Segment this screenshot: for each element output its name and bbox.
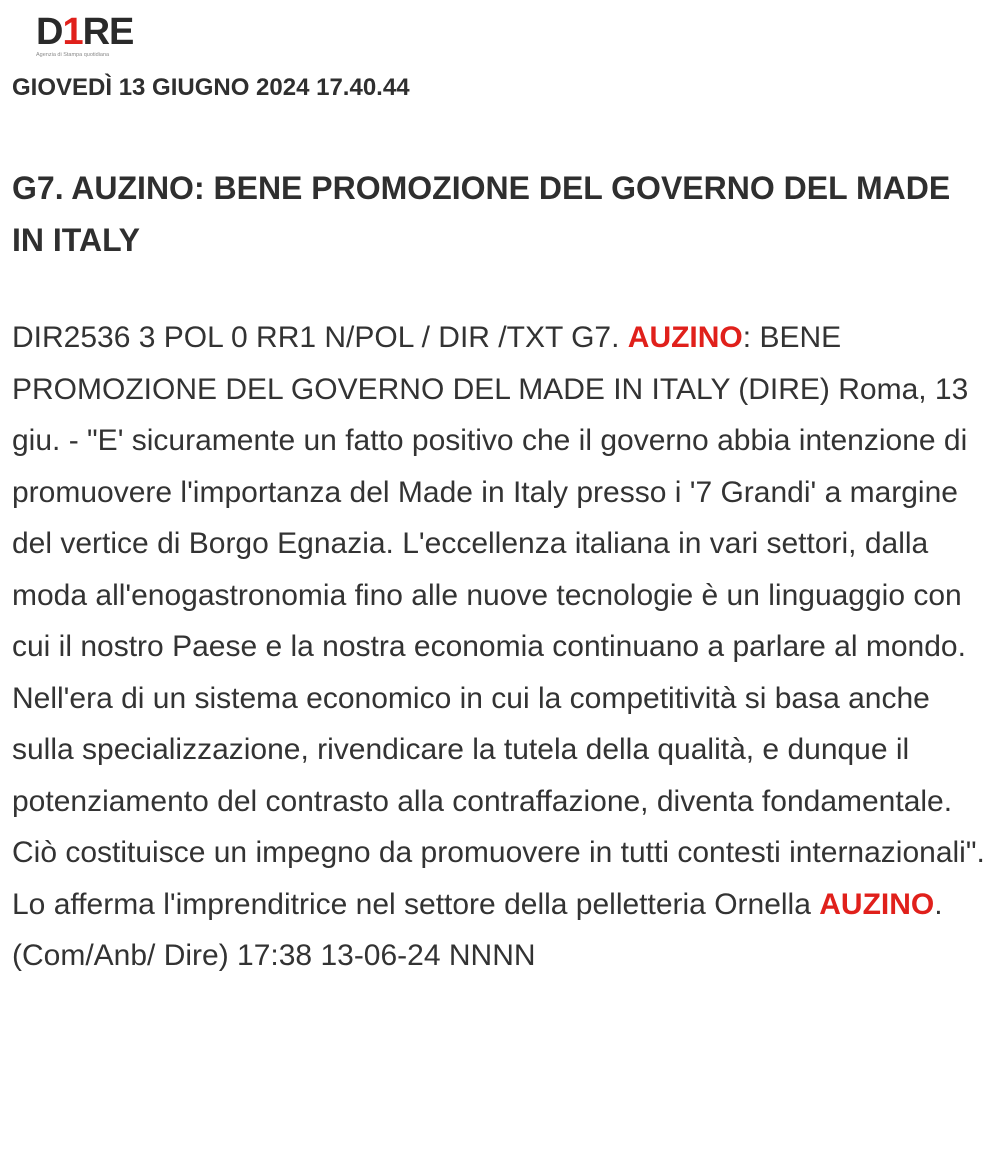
- highlighted-name: AUZINO: [627, 321, 743, 354]
- logo-tagline: Agenzia di Stampa quotidiana: [36, 52, 110, 58]
- article-slug-prefix: DIR2536 3 POL 0 RR1 N/POL / DIR /TXT G7.: [12, 321, 628, 354]
- article-dateline: GIOVEDÌ 13 GIUGNO 2024 17.40.44: [12, 74, 410, 101]
- article-body-main: Roma, 13 giu. - "E' sicuramente un fatto positivo che il governo abbia intenzione di promuovere l'importanza del Made in Italy presso i '7 Grandi' a margine del vertice di Borgo Egnazia. L'eccellenza italiana in vari settori, dalla moda all'enogastronomia fino alle nuove tecnologie è un linguaggio con cui il nostro Paese e la nostra economia continuano a parlare al mondo. Nell'era di un sistema economico in cui la competitività si basa anche sulla specializzazione, rivendicare la tutela della qualità, e dunque il potenziamento del contrasto alla contraffazione, diventa fondamentale. Ciò costituisce un impegno da promuovere in tutti contesti internazionali". Lo afferma l'imprenditrice nel settore della pelletteria Ornella: [12, 372, 985, 921]
- logo-letter-d: D: [36, 11, 63, 53]
- highlighted-name: AUZINO: [819, 887, 935, 921]
- dire-logo: [36, 10, 152, 58]
- logo-letter-accent: 1: [62, 11, 83, 53]
- article-body: [12, 312, 997, 982]
- article-slug-suffix: : BENE PROMOZIONE DEL GOVERNO DEL MADE IN ITALY (DIRE): [12, 321, 842, 406]
- article-headline: G7. AUZINO: BENE PROMOZIONE DEL GOVERNO DEL MADE IN ITALY: [12, 170, 951, 258]
- logo-wordmark: [36, 10, 133, 54]
- logo-letters-re: RE: [82, 11, 134, 53]
- article-closing: . (Com/Anb/ Dire) 17:38 13-06-24 NNNN: [12, 887, 943, 972]
